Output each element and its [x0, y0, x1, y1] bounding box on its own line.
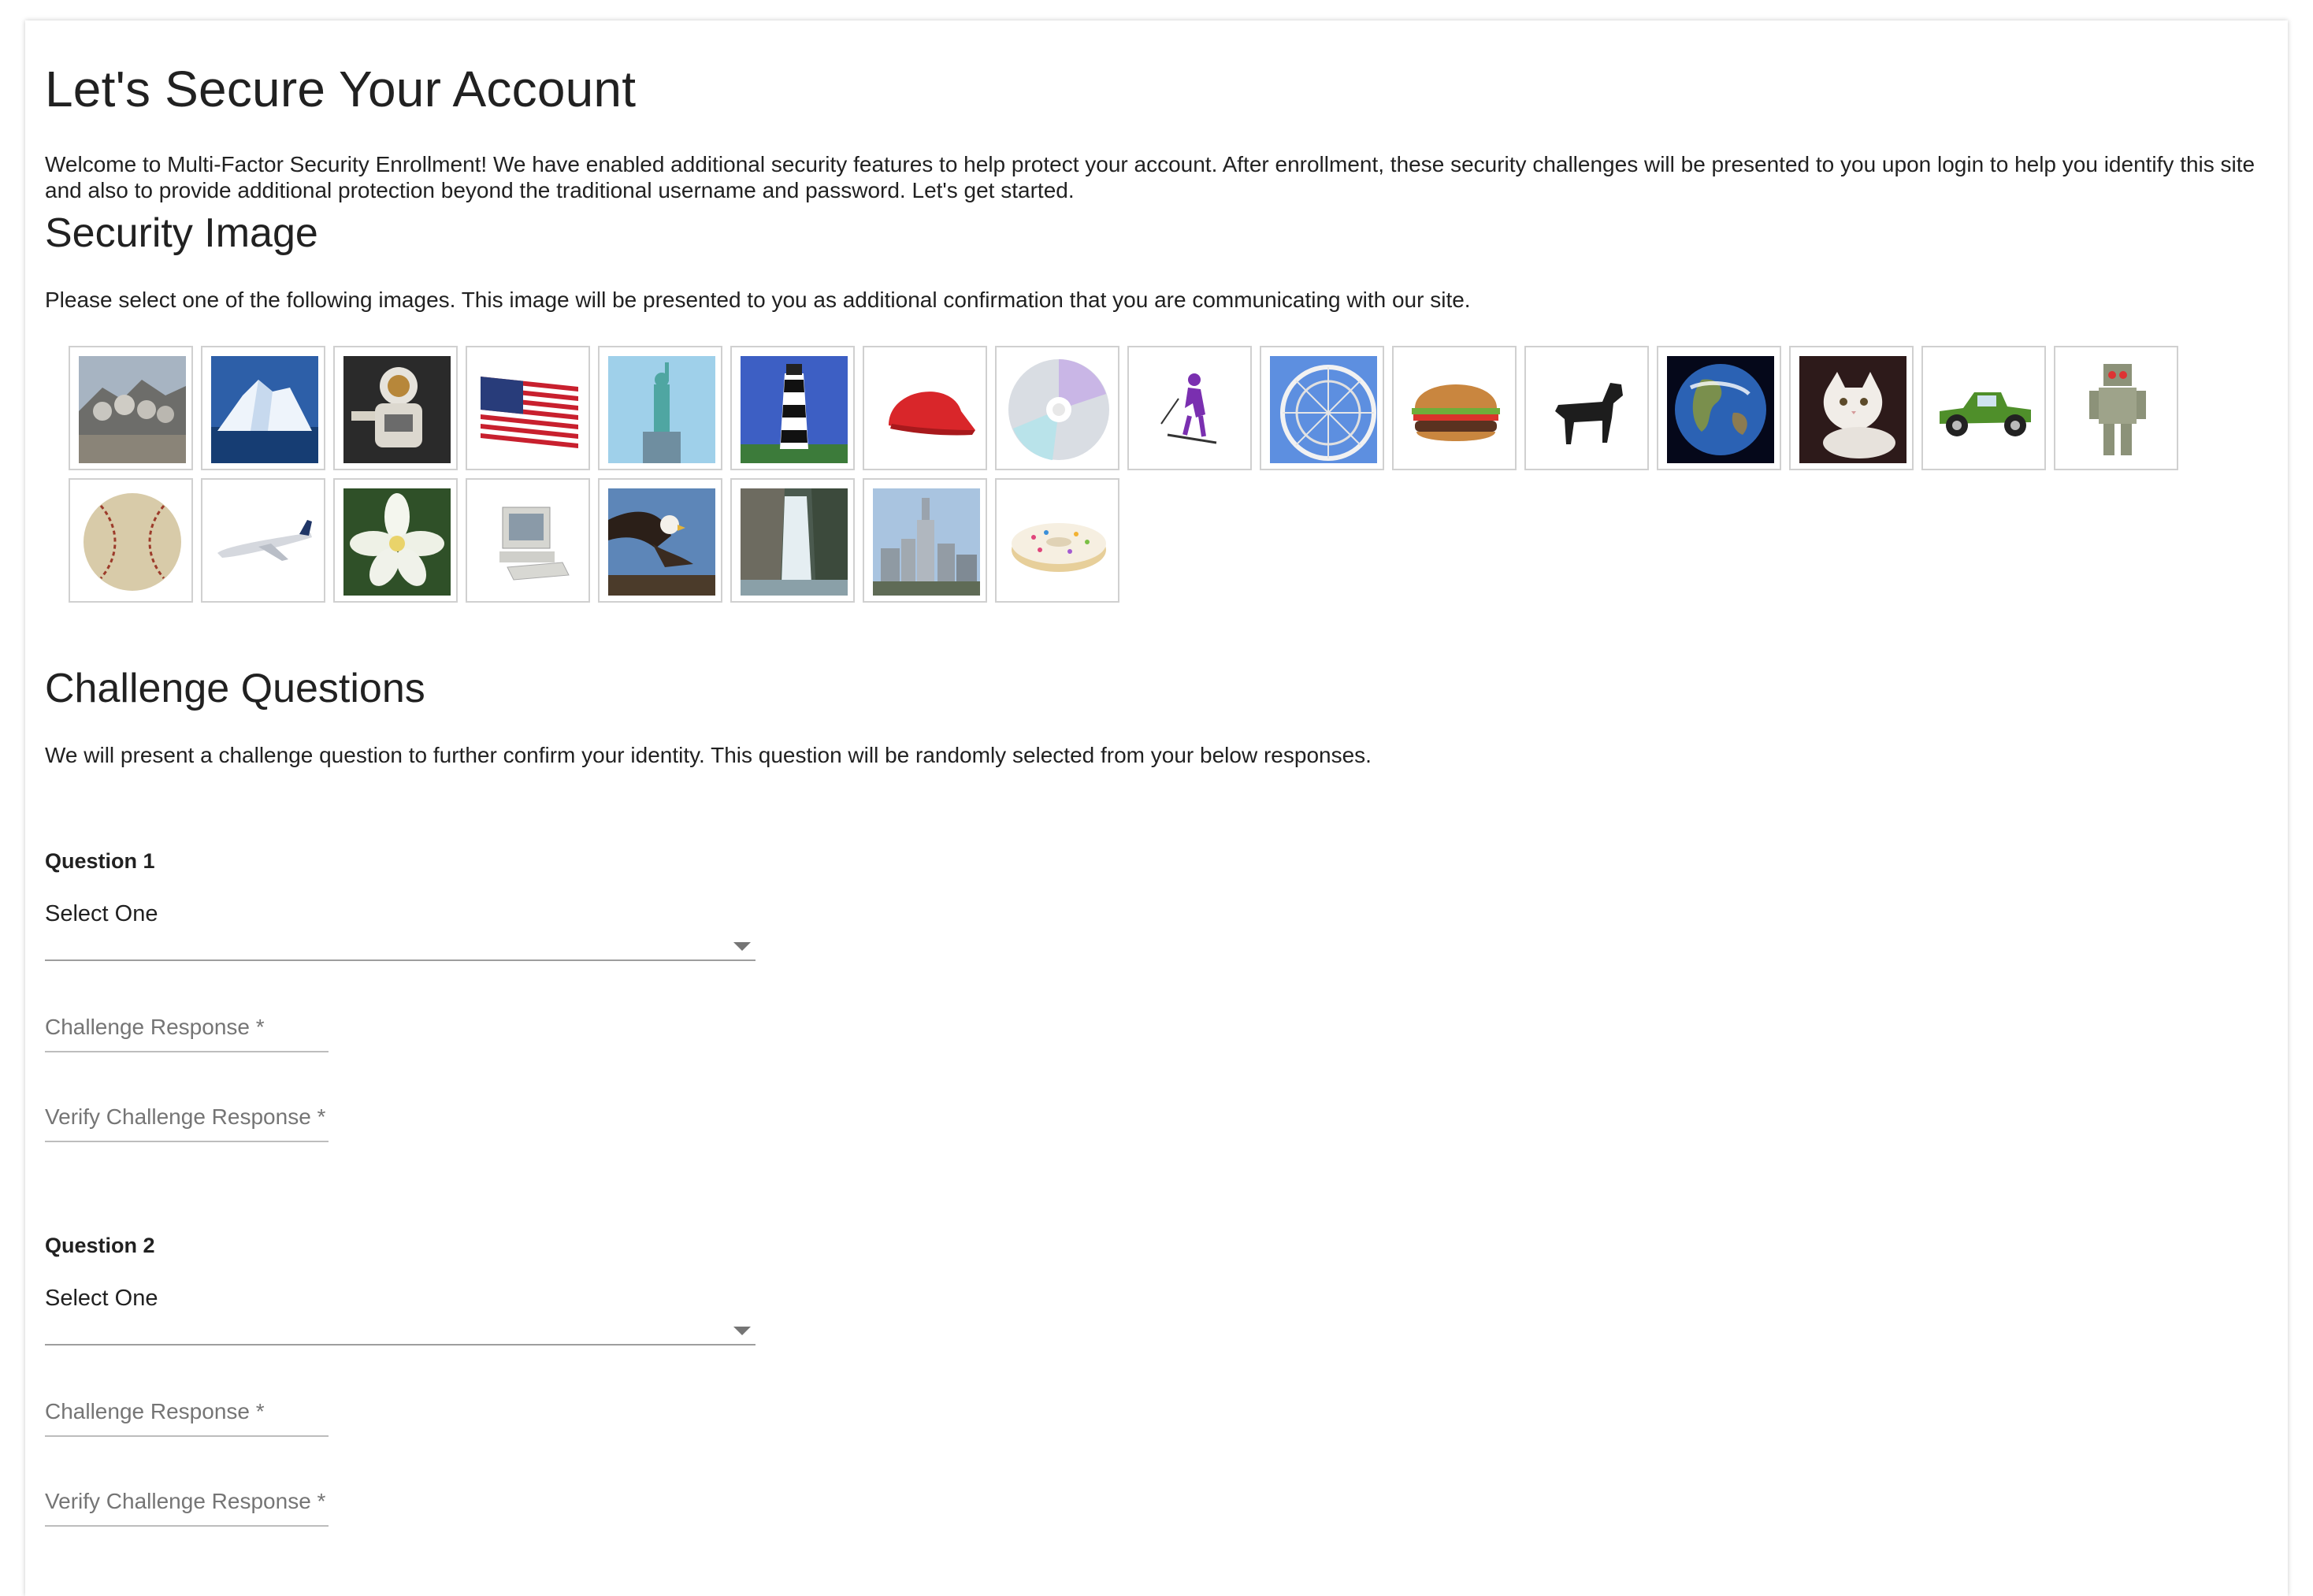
question-2-select-value: Select One — [45, 1286, 158, 1311]
question-2-verify-field[interactable] — [45, 1489, 329, 1527]
image-option-donut[interactable] — [995, 478, 1119, 603]
page-title: Let's Secure Your Account — [45, 61, 637, 117]
image-option-dog[interactable] — [1524, 346, 1649, 470]
baseball-icon — [79, 488, 186, 596]
question-1-label: Question 1 — [45, 849, 155, 873]
image-option-earth[interactable] — [1657, 346, 1781, 470]
security-image-description: Please select one of the following images. This image will be presented to you as additional confirmation that you are communicating with our site. — [45, 288, 1471, 312]
image-option-iceberg[interactable] — [201, 346, 325, 470]
image-option-hot-rod-car[interactable] — [1921, 346, 2046, 470]
image-option-airplane[interactable] — [201, 478, 325, 603]
security-image-heading: Security Image — [45, 210, 318, 256]
intro-text: Welcome to Multi-Factor Security Enrollment! We have enabled additional security features to help protect your account. After enrollment, these security challenges will be presented to you upon login to help you identify this site and also to provide additional protection beyond the traditional username and password. Let's get started. — [45, 152, 2255, 202]
image-option-american-flag[interactable] — [466, 346, 590, 470]
image-option-eagle[interactable] — [598, 478, 722, 603]
image-option-white-flower[interactable] — [333, 478, 458, 603]
mount-rushmore-icon — [79, 356, 186, 463]
donut-icon — [1005, 488, 1112, 596]
hot-rod-car-icon — [1932, 356, 2039, 463]
image-option-baseball[interactable] — [69, 478, 193, 603]
compact-disc-icon — [1005, 356, 1112, 463]
question-1-select[interactable] — [45, 901, 756, 961]
image-option-mount-rushmore[interactable] — [69, 346, 193, 470]
question-2-label: Question 2 — [45, 1234, 155, 1257]
waterfall-icon — [741, 488, 848, 596]
image-option-computer[interactable] — [466, 478, 590, 603]
lighthouse-icon — [741, 356, 848, 463]
image-option-waterfall[interactable] — [730, 478, 855, 603]
image-option-ferris-wheel[interactable] — [1260, 346, 1384, 470]
eagle-icon — [608, 488, 715, 596]
airplane-icon — [211, 488, 318, 596]
image-option-lighthouse[interactable] — [730, 346, 855, 470]
image-option-red-cap[interactable] — [863, 346, 987, 470]
american-flag-icon — [476, 356, 583, 463]
computer-icon — [476, 488, 583, 596]
challenge-description: We will present a challenge question to further confirm your identity. This question will be randomly selected from your below responses. — [45, 743, 1372, 767]
image-option-astronaut[interactable] — [333, 346, 458, 470]
question-2-select[interactable] — [45, 1286, 756, 1345]
dog-icon — [1535, 356, 1642, 463]
red-cap-icon — [873, 356, 980, 463]
enrollment-card — [25, 20, 2288, 1596]
image-option-toy-robot[interactable] — [2054, 346, 2178, 470]
city-skyline-icon — [873, 488, 980, 596]
chevron-down-icon — [733, 1327, 751, 1335]
question-2-verify-label: Verify Challenge Response * — [45, 1489, 326, 1513]
question-2-response-label: Challenge Response * — [45, 1399, 265, 1423]
image-option-compact-disc[interactable] — [995, 346, 1119, 470]
skier-icon — [1138, 356, 1245, 463]
challenge-questions-heading: Challenge Questions — [45, 666, 425, 711]
chevron-down-icon — [733, 942, 751, 951]
image-option-skier[interactable] — [1127, 346, 1252, 470]
question-1-response-input[interactable] — [45, 1015, 332, 1051]
question-1-response-label: Challenge Response * — [45, 1015, 265, 1039]
question-1-response-field[interactable] — [45, 1015, 329, 1052]
astronaut-icon — [343, 356, 451, 463]
toy-robot-icon — [2064, 356, 2171, 463]
cat-icon — [1799, 356, 1906, 463]
white-flower-icon — [343, 488, 451, 596]
question-2-response-field[interactable] — [45, 1399, 329, 1437]
earth-icon — [1667, 356, 1774, 463]
ferris-wheel-icon — [1270, 356, 1377, 463]
image-option-city-skyline[interactable] — [863, 478, 987, 603]
image-option-hamburger[interactable] — [1392, 346, 1517, 470]
statue-of-liberty-icon — [608, 356, 715, 463]
iceberg-icon — [211, 356, 318, 463]
question-1-verify-label: Verify Challenge Response * — [45, 1104, 326, 1129]
question-1-verify-input[interactable] — [45, 1104, 332, 1141]
image-option-statue-of-liberty[interactable] — [598, 346, 722, 470]
image-option-cat[interactable] — [1789, 346, 1914, 470]
question-2-verify-input[interactable] — [45, 1489, 332, 1525]
question-1-verify-field[interactable] — [45, 1104, 329, 1142]
question-2-response-input[interactable] — [45, 1399, 332, 1435]
question-1-select-value: Select One — [45, 901, 158, 926]
hamburger-icon — [1402, 356, 1509, 463]
